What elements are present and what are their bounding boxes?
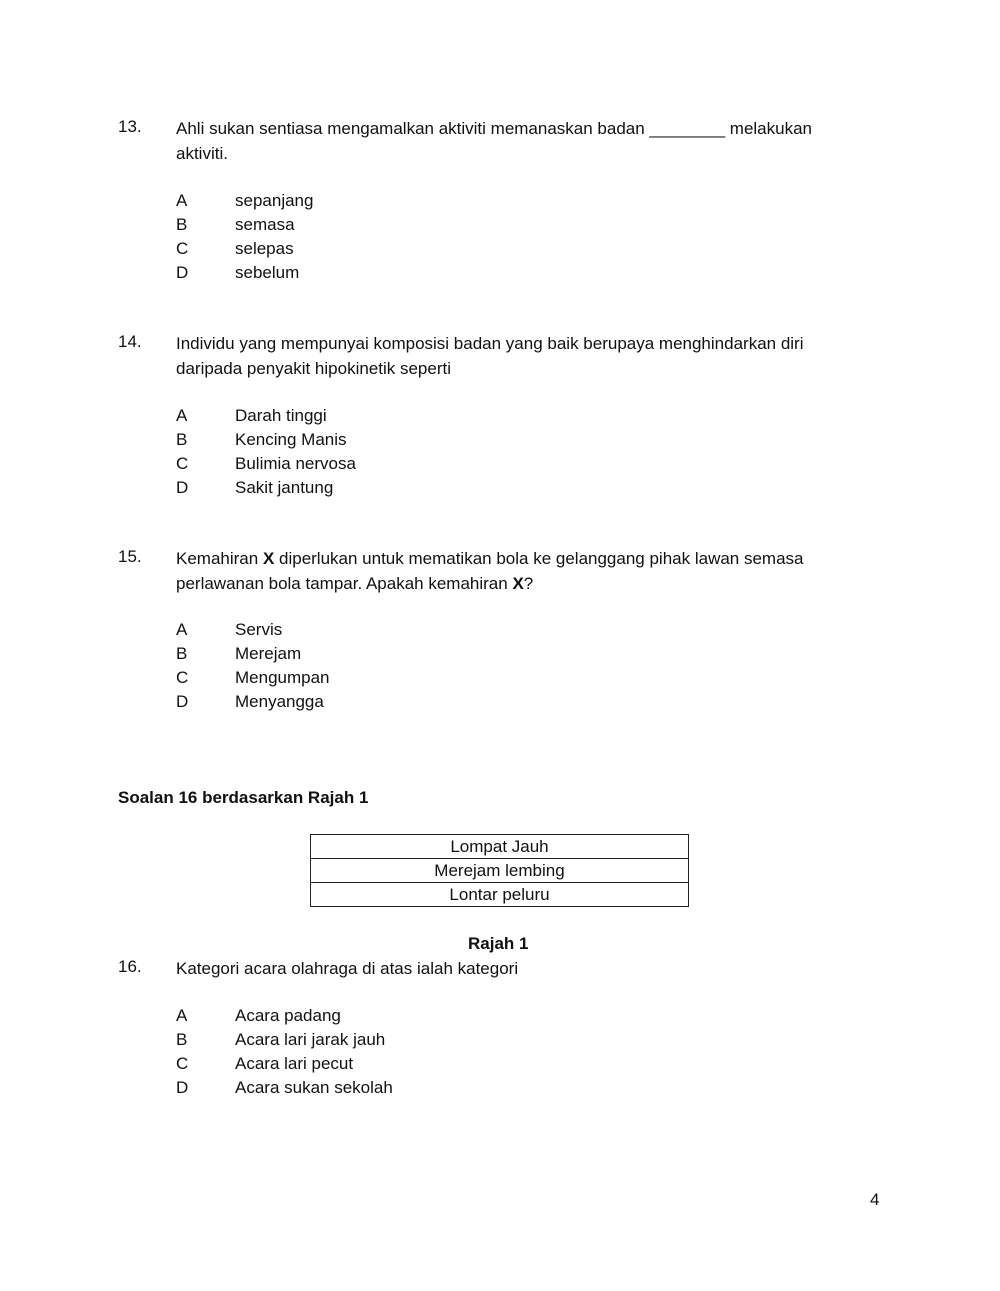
option-letter: B	[176, 215, 188, 234]
diagram-row: Lompat Jauh	[311, 835, 688, 859]
question-text: Ahli sukan sentiasa mengamalkan aktiviti memanaskan badan ________ melakukan aktiviti.	[176, 119, 812, 163]
option-text: Menyangga	[235, 692, 324, 711]
question-text: Kategori acara olahraga di atas ialah kategori	[176, 959, 519, 978]
option-text: Mengumpan	[235, 668, 330, 687]
option-letter: D	[176, 478, 189, 497]
option-letter: A	[176, 406, 188, 425]
question-variable-x: X	[262, 549, 275, 568]
question-number: 16.	[118, 957, 142, 976]
option-text: Bulimia nervosa	[235, 454, 356, 473]
option-text: selepas	[235, 239, 294, 258]
option-letter: A	[176, 191, 188, 210]
option-text: Darah tinggi	[235, 406, 327, 425]
option-text: Acara lari jarak jauh	[235, 1030, 386, 1049]
question-variable-x: X	[512, 573, 524, 593]
question-text: Individu yang mempunyai komposisi badan yang baik berupaya menghindarkan diri daripada penyakit hipokinetik seperti	[176, 334, 804, 378]
option-text: sebelum	[235, 263, 300, 282]
option-letter: D	[176, 692, 189, 711]
page-number: 4	[870, 1190, 880, 1209]
section-heading: Soalan 16 berdasarkan Rajah 1	[118, 788, 369, 807]
option-letter: C	[176, 239, 189, 258]
question-number: 15.	[118, 547, 142, 566]
option-text: semasa	[235, 215, 295, 234]
option-letter: A	[176, 620, 188, 639]
option-text: Merejam	[235, 644, 302, 663]
option-text: Sakit jantung	[235, 478, 334, 497]
question-text-part: diperlukan untuk mematikan bola ke gelanggang pihak lawan semasa perlawanan bola tampar. Apakah kemahiran	[176, 549, 804, 593]
question-number: 14.	[118, 332, 142, 351]
diagram-row: Merejam lembing	[311, 859, 688, 883]
option-text: sepanjang	[235, 191, 314, 210]
question-text	[176, 547, 856, 596]
diagram-row: Lontar peluru	[449, 885, 550, 904]
option-letter: B	[176, 644, 188, 663]
option-letter: D	[176, 263, 189, 282]
question-number: 13.	[118, 117, 142, 136]
question-text-part: ?	[523, 573, 534, 593]
diagram-rajah-1	[310, 834, 689, 907]
option-letter: B	[176, 1030, 188, 1049]
diagram-caption: Rajah 1	[468, 934, 529, 953]
option-letter: C	[176, 1054, 189, 1073]
option-letter: C	[176, 454, 189, 473]
option-letter: D	[176, 1078, 189, 1097]
option-letter: C	[176, 668, 189, 687]
option-letter: B	[176, 430, 188, 449]
option-text: Servis	[235, 620, 283, 639]
option-text: Kencing Manis	[235, 430, 347, 449]
question-text-part: Kemahiran	[176, 549, 263, 568]
option-text: Acara padang	[235, 1006, 341, 1025]
option-letter: A	[176, 1006, 188, 1025]
option-text: Acara lari pecut	[235, 1054, 354, 1073]
option-text: Acara sukan sekolah	[235, 1078, 393, 1097]
